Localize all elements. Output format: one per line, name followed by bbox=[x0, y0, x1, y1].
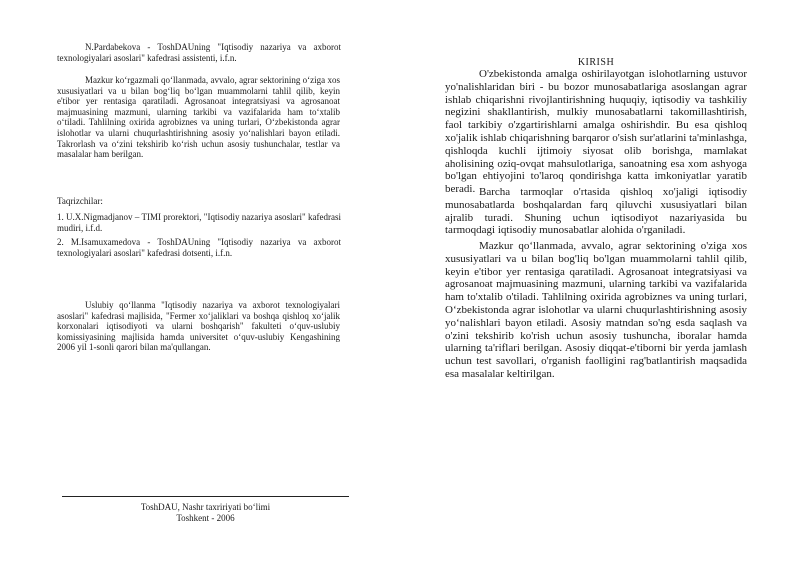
reviewers-title: Taqrizchilar: bbox=[57, 196, 103, 206]
approval-paragraph: Uslubiy qo‘llanma "Iqtisodiy nazariya va axborot texnologiyalari asoslari" kafedrasi majlisida, "Fermer xo‘jaliklari va boshqa qishloq xo‘jalik korxonalari iqtisodiyoti va ularni boshqarish" fakulteti o‘quv-uslubiy komissiyasining majlisida hamda universitet o‘quv-uslubiy Kengashining 2006 yil 1-sonli qarori bilan ma'qullangan. bbox=[57, 300, 340, 353]
reviewer-item: 2. M.Isamuxamedova - ToshDAUning "Iqtisodiy nazariya va axborot texnologiyalari asoslari" kafedrasi dotsenti, i.f.n. bbox=[57, 237, 341, 258]
footer-publisher: ToshDAU, Nashr taxririyati bo‘limi bbox=[140, 502, 271, 512]
body-paragraph: Mazkur qo‘llanmada, avvalo, agrar sektorining o'ziga xos xususiyatlari va u bilan bog'liq bo'lgan muammolarni tahlil qilib, keyin e'tibor yer rentasiga qaratiladi. Agrosanoat integratsiyasi va agrosanoat majmuasining mazmuni, ularning tarkibi va vazifalarida ham to'xtalib o'tiladi. Tahlilning oxirida agrobiznes va uning turlari, O‘zbekistonda agrar islohotlar va ularni chuqurlashtirishning asosiy yo‘nalishlari bayon etiladi. Asosiy matndan so'ng esda saqlash va o'zini tekshirib ko'rish uchun asosiy tushuncha, iboralar hamda ularning ta'riflari berilgan. Asosiy diqqat-e'tiborni bir yerda jamlash uchun test savollari, o'rganish faolligini rag'batlantirish maqsadida esa masalalar keltirilgan. bbox=[445, 240, 747, 380]
author-note: N.Pardabekova - ToshDAUning "Iqtisodiy nazariya va axborot texnologiyalari asoslari" kafedrasi assistenti, i.f.n. bbox=[57, 42, 341, 63]
footer-rule bbox=[62, 496, 349, 497]
body-paragraph: Barcha tarmoqlar o'rtasida qishloq xo'jaligi iqtisodiy munosabatlarda boshqalardan farq qiluvchi xususiyatlari bilan ajralib turadi. Shuning uchun iqtisodiyot nazariyasida bu tarmoqdagi iqtisodiy munosabatlar alohida o'rganiladi. bbox=[445, 186, 747, 237]
abstract-paragraph: Mazkur ko‘rgazmali qo‘llanmada, avvalo, agrar sektorining o‘ziga xos xususiyatlari va u bilan bog‘liq bo‘lgan muammolarni tahlil qilib, keyin e'tibor yer rentasiga qaratiladi. Agrosanoat integratsiyasi va agrosanoat majmuasining mazmuni, ularning tarkibi va vazifalarida ham to‘xtalib o‘tiladi. Tahlilning oxirida agrobiznes va uning turlari, O‘zbekistonda agrar islohotlar va ularni chuqurlashtirishning asosiy yo‘nalishlari bayon etiladi. Takrorlash va o‘zini tekshirib ko‘rish uchun asosiy tushunchalar, testlar va masalalar ham berilgan. bbox=[57, 75, 340, 160]
footer-city-year: Toshkent - 2006 bbox=[176, 513, 235, 523]
reviewer-item: 1. U.X.Nigmadjanov – TIMI prorektori, "Iqtisodiy nazariya asoslari" kafedrasi mudiri, i.f.d. bbox=[57, 212, 341, 233]
body-paragraph: O'zbekistonda amalga oshirilayotgan islohotlarning ustuvor yo'nalishlaridan biri - bu bozor munosabatlariga asoslangan agrar ishlab chiqarishni rivojlantirishning huquqiy, iqtisodiy va tashkiliy negizini shakllantirish, mulkiy munosabatlarni takomillashtirish, faol tarkibiy o'zgartirishlarni amalga oshirishdir. Bu esa qishloq xo'jalik ishlab chiqarishning barqaror o'sish sur'atlarini ta'minlashga, qishloqda kuchli ijtimoiy siyosat olib borishga, mamlakat aholisining oziq-ovqat mahsulotlariga, sanoatning esa xom ashyoga bo'lgan ehtiyojini to'laroq qondirishga katta imkoniyatlar yaratib beradi. bbox=[445, 68, 747, 196]
section-heading: KIRISH bbox=[577, 57, 615, 68]
